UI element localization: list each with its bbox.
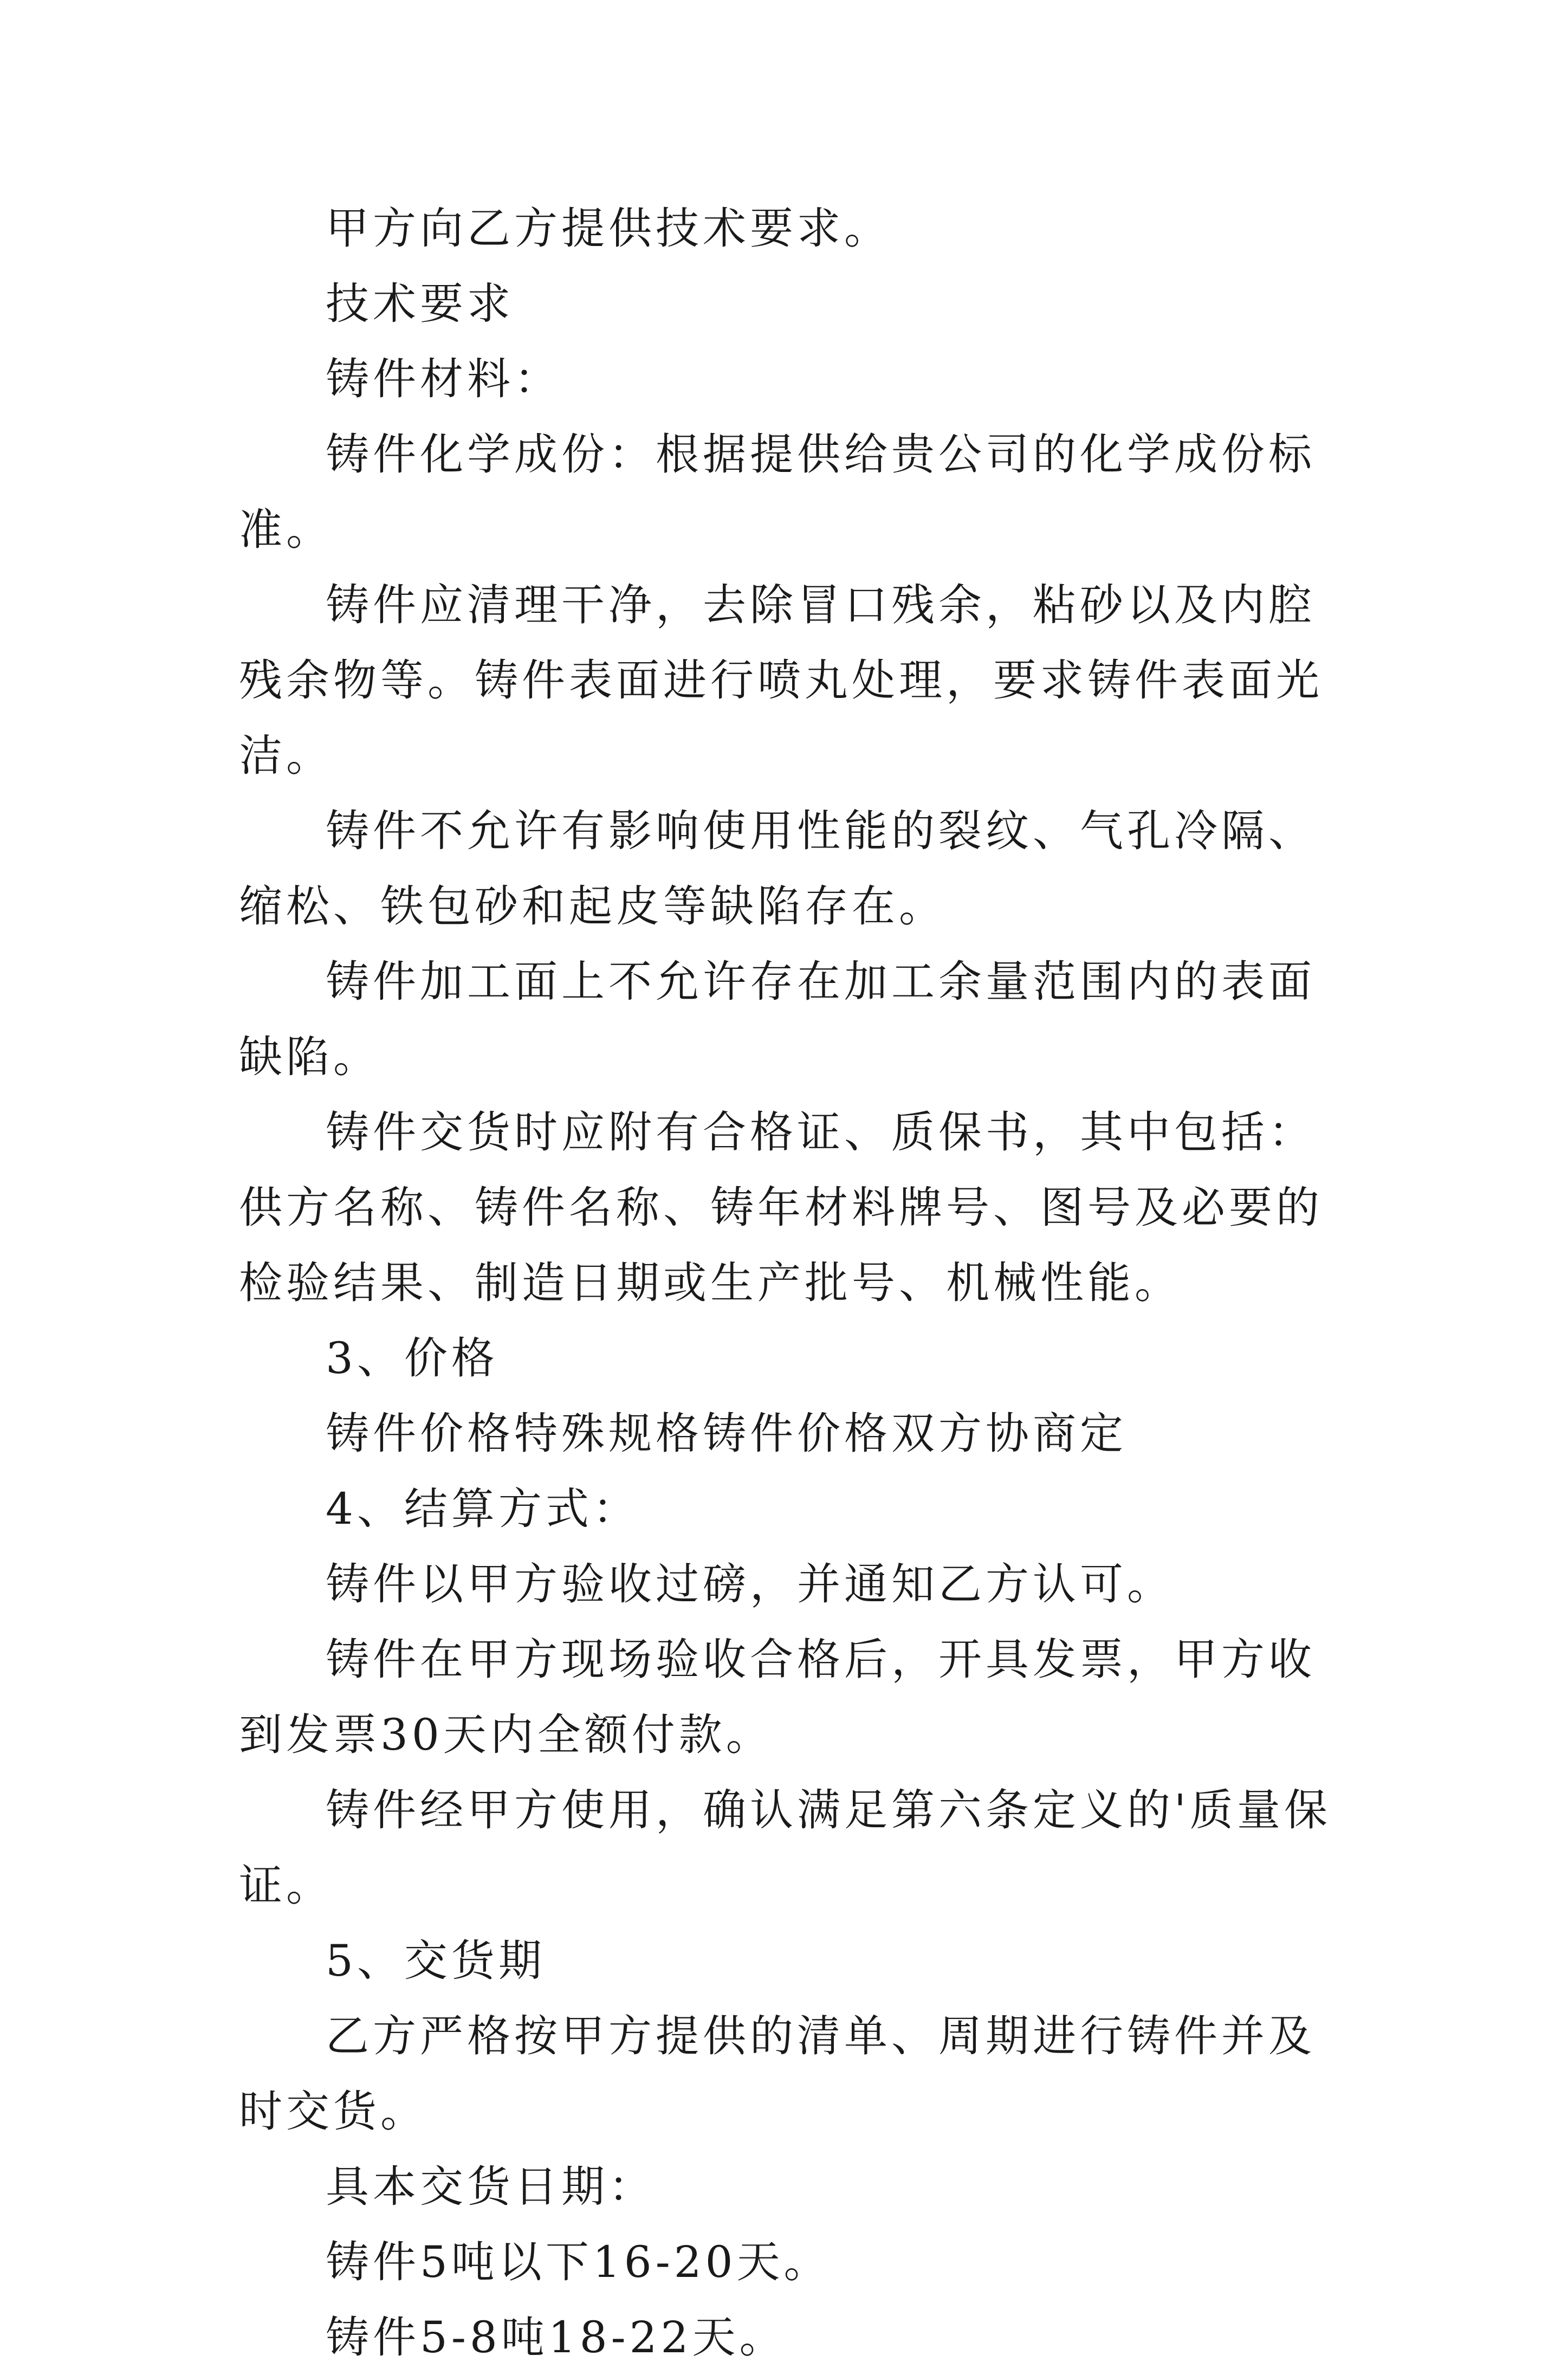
section-heading-delivery: 5、交货期 xyxy=(326,1936,546,1986)
section-heading-settlement: 4、结算方式： xyxy=(326,1484,640,1534)
paragraph-defects: 铸件不允许有影响使用性能的裂纹、气孔冷隔、缩松、铁包砂和起皮等缺陷存在。 xyxy=(239,806,1316,931)
section-heading-price: 3、价格 xyxy=(326,1333,498,1383)
paragraph-weighing: 铸件以甲方验收过磅，并通知乙方认可。 xyxy=(326,1559,1174,1609)
paragraph-chemical-composition: 铸件化学成份：根据提供给贵公司的化学成份标准。 xyxy=(239,429,1316,555)
paragraph-price: 铸件价格特殊规格铸件价格双方协商定 xyxy=(326,1408,1127,1459)
paragraph-intro: 甲方向乙方提供技术要求。 xyxy=(326,203,891,254)
paragraph-cleaning: 铸件应清理干净，去除冒口残余，粘砂以及内腔残余物等。铸件表面进行喷丸处理，要求铸件表面光洁。 xyxy=(239,580,1323,781)
paragraph-tech-heading: 技术要求 xyxy=(326,279,514,329)
paragraph-delivery-5-8t: 铸件5-8吨18-22天。 xyxy=(326,2312,787,2363)
paragraph-delivery-schedule: 乙方严格按甲方提供的清单、周期进行铸件并及时交货。 xyxy=(239,2011,1316,2137)
paragraph-certificate: 铸件交货时应附有合格证、质保书，其中包括：供方名称、铸件名称、铸年材料牌号、图号及必要的检验结果、制造日期或生产批号、机械性能。 xyxy=(239,1107,1323,1308)
paragraph-invoice-payment: 铸件在甲方现场验收合格后，开具发票，甲方收到发票30天内全额付款。 xyxy=(239,1634,1316,1760)
paragraph-delivery-under-5t: 铸件5吨以下16-20天。 xyxy=(326,2237,831,2287)
document-body xyxy=(239,191,1344,2375)
paragraph-quality-assurance: 铸件经甲方使用，确认满足第六条定义的'质量保证。 xyxy=(239,1785,1331,1911)
paragraph-delivery-dates: 具本交货日期： xyxy=(326,2162,656,2212)
paragraph-casting-material: 铸件材料： xyxy=(326,354,561,404)
paragraph-machined-surface: 铸件加工面上不允许存在加工余量范围内的表面缺陷。 xyxy=(239,956,1316,1082)
